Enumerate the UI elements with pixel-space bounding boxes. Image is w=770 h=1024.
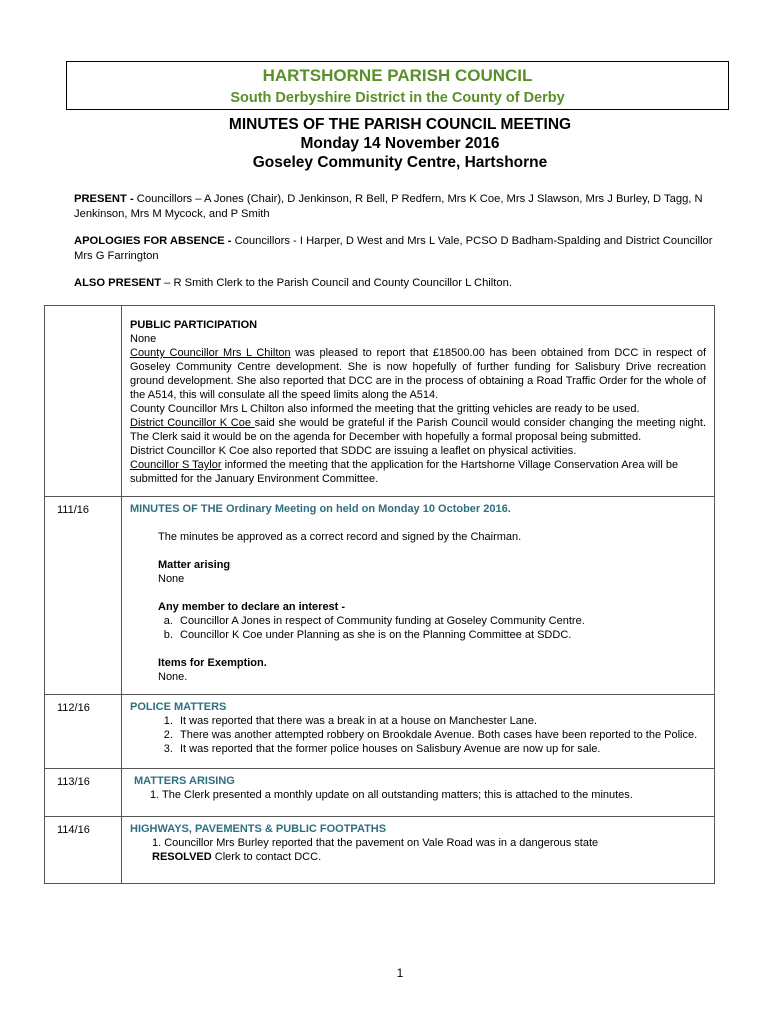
present-text: Councillors – A Jones (Chair), D Jenkinson, R Bell, P Redfern, Mrs K Coe, Mrs J Slawson, Mrs J Burley, D Tagg, N Jenkinson, Mrs M Mycock, and P Smith	[74, 193, 703, 220]
also-present-text: – R Smith Clerk to the Parish Council and County Councillor L Chilton.	[161, 277, 512, 289]
item-113-cell	[122, 769, 715, 817]
list-item: a. Councillor A Jones in respect of Community funding at Goseley Community Centre.	[176, 614, 706, 628]
resolved-text: Clerk to contact DCC.	[211, 851, 322, 863]
present-paragraph	[74, 192, 724, 222]
minutes-approved: The minutes be approved as a correct record and signed by the Chairman.	[158, 531, 522, 543]
table-row	[45, 769, 715, 817]
also-present-paragraph	[74, 276, 724, 291]
council-title: HARTSHORNE PARISH COUNCIL	[262, 66, 533, 85]
police-list	[130, 714, 706, 756]
also-present-label: ALSO PRESENT	[74, 277, 162, 289]
interest-label: Any member to declare an interest -	[158, 601, 346, 613]
highways-resolved	[130, 850, 706, 864]
council-header	[66, 61, 729, 110]
interest-list	[130, 614, 706, 642]
matters-arising-text: 1. The Clerk presented a monthly update on all outstanding matters; this is attached to the minutes.	[150, 789, 633, 801]
item-114-heading: HIGHWAYS, PAVEMENTS & PUBLIC FOOTPATHS	[130, 823, 387, 835]
item-113-heading: MATTERS ARISING	[134, 775, 235, 787]
table-row	[45, 497, 715, 695]
item-number	[45, 306, 122, 497]
item-112-heading: POLICE MATTERS	[130, 701, 227, 713]
highways-line-1: 1. Councillor Mrs Burley reported that the pavement on Vale Road was in a dangerous state	[152, 837, 599, 849]
council-subtitle: South Derbyshire District in the County of Derby	[230, 90, 565, 106]
item-number: 114/16	[45, 817, 122, 884]
item-number: 113/16	[45, 769, 122, 817]
public-p1-text: was pleased to report that £18500.00 has been obtained from DCC in respect of Goseley Community Centre development. She is now hopefully of further funding for Salisbury Drive recreation ground development. She also reported that DCC are in the process of obtaining a Road Traffic Order for the whole of the A514, this will consulate all the speed limits along the A514.	[130, 347, 706, 401]
list-item: 2. There was another attempted robbery on Brookdale Avenue. Both cases have been reported to the Police.	[176, 728, 706, 742]
public-p3-text: said she would be grateful if the Parish Council would consider changing the meeting night. The Clerk said it would be on the agenda for December with hopefully a formal proposal being submitted.	[130, 417, 706, 443]
public-paragraph-2: County Councillor Mrs L Chilton also informed the meeting that the gritting vehicles are ready to be used.	[130, 403, 640, 415]
meeting-date: Monday 14 November 2016	[300, 135, 500, 152]
public-p3-name: District Councillor K Coe	[130, 417, 255, 429]
exemption-value: None.	[158, 671, 188, 683]
item-112-cell	[122, 695, 715, 769]
public-participation-cell	[122, 306, 715, 497]
public-p5-text: informed the meeting that the application for the Hartshorne Village Conservation Area will be submitted for the January Environment Committee.	[130, 459, 679, 485]
minutes-table	[44, 305, 715, 884]
page-number: 1	[396, 966, 404, 980]
table-row	[45, 695, 715, 769]
list-item: 1. It was reported that there was a break in at a house on Manchester Lane.	[176, 714, 706, 728]
item-number: 111/16	[45, 497, 122, 695]
public-none: None	[130, 333, 157, 345]
list-item: b. Councillor K Coe under Planning as she is on the Planning Committee at SDDC.	[176, 628, 706, 642]
public-heading: PUBLIC PARTICIPATION	[130, 319, 258, 331]
matter-arising-value: None	[158, 573, 185, 585]
list-item: 3. It was reported that the former police houses on Salisbury Avenue are now up for sale.	[176, 742, 706, 756]
meeting-title: MINUTES OF THE PARISH COUNCIL MEETING	[228, 116, 572, 133]
item-111-cell	[122, 497, 715, 695]
apologies-label: APOLOGIES FOR ABSENCE -	[74, 235, 232, 247]
public-paragraph-4: District Councillor K Coe also reported that SDDC are issuing a leaflet on physical activities.	[130, 445, 577, 457]
item-number: 112/16	[45, 695, 122, 769]
table-row	[45, 817, 715, 884]
item-114-cell	[122, 817, 715, 884]
apologies-paragraph	[74, 234, 724, 264]
public-paragraph-5	[130, 458, 706, 486]
meeting-venue: Goseley Community Centre, Hartshorne	[252, 154, 548, 171]
exemption-label: Items for Exemption.	[158, 657, 267, 669]
present-label: PRESENT -	[74, 193, 134, 205]
item-111-heading: MINUTES OF THE Ordinary Meeting on held on Monday 10 October 2016.	[130, 503, 511, 515]
resolved-label: RESOLVED	[152, 851, 212, 863]
public-paragraph-3	[130, 416, 706, 444]
matter-arising-label: Matter arising	[158, 559, 231, 571]
public-p1-name: County Councillor Mrs L Chilton	[130, 347, 291, 359]
table-row	[45, 306, 715, 497]
public-p5-name: Councillor S Taylor	[130, 459, 222, 471]
apologies-text: Councillors - I Harper, D West and Mrs L Vale, PCSO D Badham-Spalding and District Councillor Mrs G Farrington	[74, 235, 713, 262]
public-paragraph-1	[130, 346, 706, 402]
